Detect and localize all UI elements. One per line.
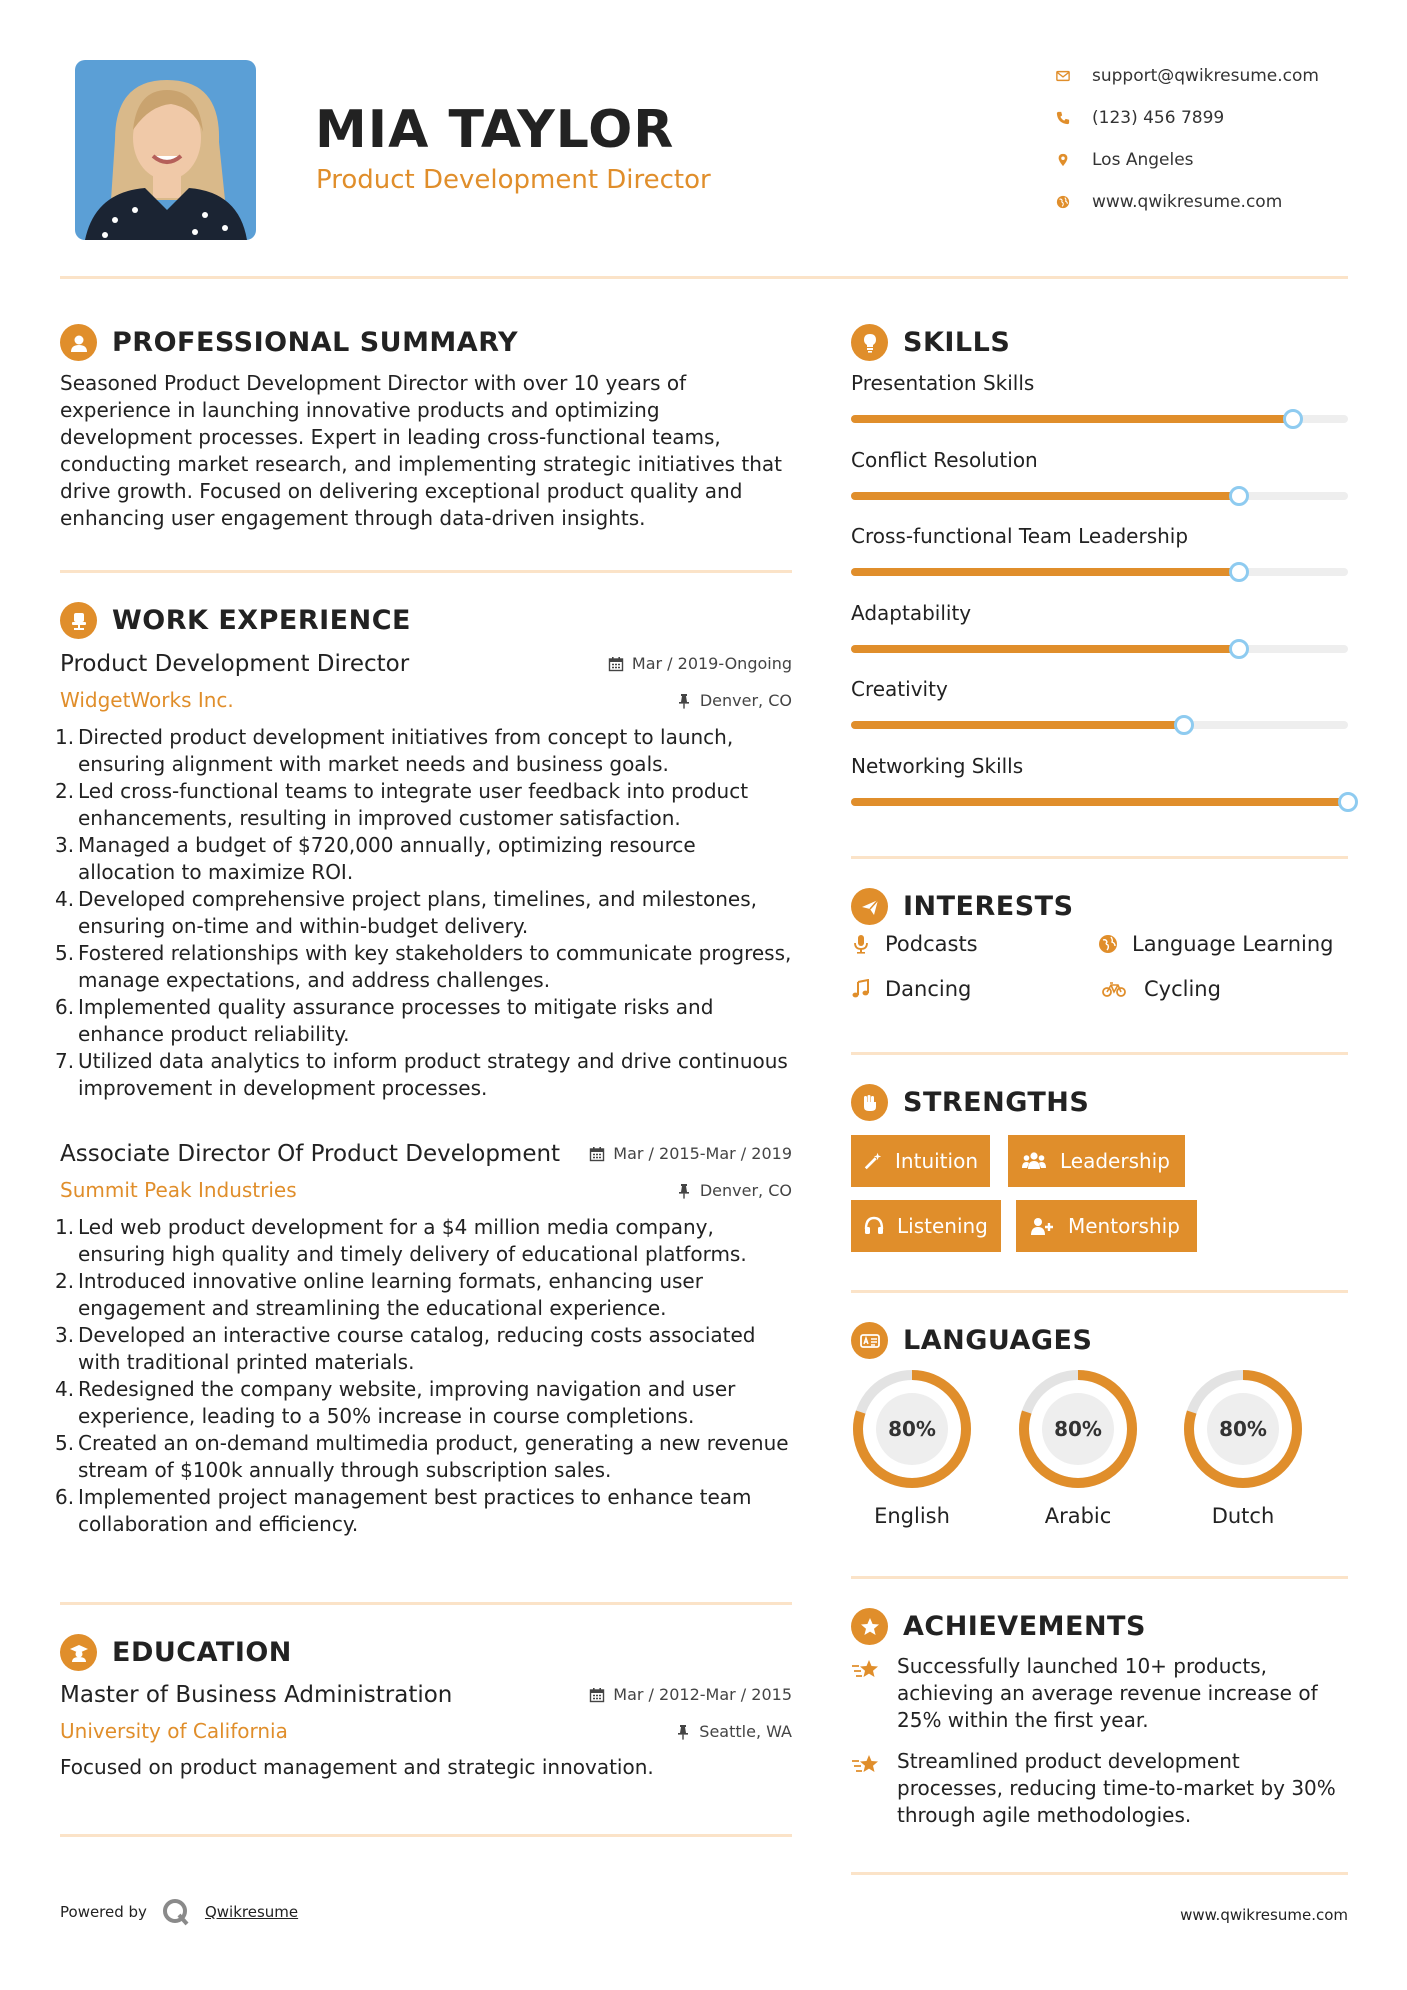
language-label: Arabic [1044,1504,1112,1528]
qwikresume-link[interactable]: Qwikresume [204,1903,299,1921]
globe-icon [1052,195,1092,209]
language-ring [1182,1368,1304,1490]
user-icon [60,324,97,361]
skills-heading [851,324,1010,361]
skill-fill [851,492,1239,500]
contact-email-text: support@qwikresume.com [1092,66,1319,86]
language-percent: 80% [1054,1417,1102,1441]
interest-label: Podcasts [885,932,978,956]
skill-bar [851,721,1348,729]
job-bullet: 1. Led web product development for a $4 million media company, ensuring high quality and timely delivery of educational platforms. [55,1215,747,1266]
education-location-text: Seattle, WA [699,1722,792,1741]
shooting-star-icon [851,1657,881,1683]
language-item [1017,1368,1139,1528]
skill-fill [851,568,1239,576]
skill-knob [1229,639,1249,659]
interest-item [851,977,971,1001]
strengths-heading [851,1084,1089,1121]
job-bullet: 2. Led cross-functional teams to integrate user feedback into product enhancements, resulting in improved customer satisfaction. [55,779,749,830]
job-bullet: 4. Redesigned the company website, improving navigation and user experience, leading to a 50% increase in course completions. [55,1377,736,1428]
education-date [589,1685,792,1704]
skill-bar [851,492,1348,500]
skill-item [851,753,1348,830]
interests-heading [851,888,1074,925]
microphone-icon [851,934,871,954]
summary-divider [60,570,792,573]
graduate-icon [60,1634,97,1671]
contact-location [1052,139,1382,181]
language-card-icon [851,1322,888,1359]
skill-item [851,447,1348,524]
strength-label: Listening [897,1214,988,1238]
job-date [589,1144,792,1163]
job-bullets [55,1214,792,1538]
footer-powered-by [60,1897,298,1927]
strength-label: Intuition [895,1149,978,1173]
candidate-name: MIA TAYLOR [315,100,675,160]
star-badge-icon [851,1608,888,1645]
job-title: Associate Director Of Product Development [60,1141,561,1167]
strength-label: Mentorship [1068,1214,1180,1238]
paper-plane-icon [851,888,888,925]
calendar-icon [589,1687,605,1703]
language-label: English [874,1504,950,1528]
job-bullet: 2. Introduced innovative online learning formats, enhancing user engagement and streamlining the educational experience. [55,1269,703,1320]
skill-label: Presentation Skills [851,371,1035,395]
summary-text: Seasoned Product Development Director with over 10 years of experience in launching innovative products and optimizing development processes. Expert in leading cross-functional teams, conducting market research, and implementing strategic initiatives that drive growth. Focused on delivering exceptional product quality and enhancing user engagement through data-driven insights. [60,371,783,530]
skill-label: Cross-functional Team Leadership [851,524,1189,548]
users-icon [1020,1150,1048,1172]
job-bullet: 1. Directed product development initiatives from concept to launch, ensuring alignment with market needs and business goals. [55,725,734,776]
job-entry [55,646,792,1102]
language-percent: 80% [888,1417,936,1441]
job-bullet: 5. Fostered relationships with key stakeholders to communicate progress, manage expectations, and address challenges. [55,941,792,992]
job-location [676,691,792,710]
job-company: WidgetWorks Inc. [60,688,234,712]
education-location [675,1722,792,1741]
contact-phone-text: (123) 456 7899 [1092,108,1225,128]
language-label: Dutch [1211,1504,1275,1528]
language-ring [851,1368,973,1490]
skill-knob [1229,562,1249,582]
skill-knob [1229,486,1249,506]
language-percent: 80% [1219,1417,1267,1441]
chair-icon [60,602,97,639]
contact-list [1052,55,1382,223]
job-bullet: 6. Implemented project management best practices to enhance team collaboration and efficiency. [55,1485,752,1536]
skill-item [851,600,1348,677]
strength-label: Leadership [1060,1149,1170,1173]
skills-divider [851,856,1348,859]
job-bullets [55,724,792,1102]
job-title: Product Development Director [60,651,410,677]
education-title: EDUCATION [112,1637,292,1668]
skill-label: Adaptability [851,600,972,625]
work-divider [60,1602,792,1605]
job-location-text: Denver, CO [699,691,792,710]
map-marker-icon [1052,153,1092,167]
summary-heading [60,324,518,361]
interest-label: Language Learning [1132,932,1334,956]
contact-website[interactable] [1052,181,1382,223]
music-note-icon [851,979,871,999]
phone-icon [1052,111,1092,125]
summary-title: PROFESSIONAL SUMMARY [112,327,519,358]
headphones-icon [863,1215,885,1237]
language-ring [1017,1368,1139,1490]
calendar-icon [608,656,624,672]
language-item [1182,1368,1304,1528]
contact-location-text: Los Angeles [1092,150,1194,170]
skill-fill [851,721,1184,729]
education-note: Focused on product management and strategic innovation. [60,1755,654,1779]
pin-icon [676,693,692,709]
job-location [676,1181,792,1200]
achievement-text: Streamlined product development processes, reducing time-to-market by 30% through agile methodologies. [897,1749,1336,1827]
languages-heading [851,1322,1092,1359]
job-date-text: Mar / 2019-Ongoing [631,654,792,673]
skill-fill [851,415,1293,423]
skill-bar [851,415,1348,423]
strength-tag [1008,1135,1185,1187]
magic-wand-icon [863,1150,883,1172]
job-bullet: 6. Implemented quality assurance processes to mitigate risks and enhance product reliability. [55,995,714,1046]
header-divider [60,276,1348,279]
skills-list [851,370,1348,829]
user-plus-icon [1028,1215,1056,1237]
interests-title: INTERESTS [903,891,1074,922]
candidate-title: Product Development Director [316,165,711,195]
interest-item [851,932,978,956]
interests-divider [851,1052,1348,1055]
pin-icon [675,1724,691,1740]
language-item [851,1368,973,1528]
skill-fill [851,798,1348,806]
skill-item [851,370,1348,447]
education-date-text: Mar / 2012-Mar / 2015 [613,1685,792,1704]
lightbulb-icon [851,324,888,361]
skill-item [851,523,1348,600]
achievement-text: Successfully launched 10+ products, achieving an average revenue increase of 25% within the first year. [897,1654,1318,1732]
pin-icon [676,1183,692,1199]
skill-item [851,676,1348,753]
strength-tag [1016,1200,1197,1252]
work-heading [60,602,411,639]
skill-fill [851,645,1239,653]
job-bullet: 5. Created an on-demand multimedia product, generating a new revenue stream of $100k annually through subscription sales. [55,1431,789,1482]
fist-icon [851,1084,888,1121]
strength-tag [851,1135,990,1187]
strengths-title: STRENGTHS [903,1087,1090,1118]
interest-label: Dancing [885,977,972,1001]
achievement-item [851,1748,1348,1829]
job-company: Summit Peak Industries [60,1178,297,1202]
work-title: WORK EXPERIENCE [112,605,411,636]
strength-tag [851,1200,1001,1252]
job-date [608,654,792,673]
profile-photo [75,60,256,240]
skill-knob [1283,409,1303,429]
skill-knob [1174,715,1194,735]
calendar-icon [589,1146,605,1162]
achievements-divider [851,1872,1348,1875]
interest-label: Cycling [1144,977,1221,1001]
interest-item [1098,977,1221,1001]
job-date-text: Mar / 2015-Mar / 2019 [613,1144,792,1163]
skill-bar [851,798,1348,806]
skill-label: Conflict Resolution [851,447,1038,472]
contact-email[interactable] [1052,55,1382,97]
education-divider [60,1834,792,1837]
job-bullet: 3. Managed a budget of $720,000 annually, optimizing resource allocation to maximize ROI. [55,833,696,884]
skills-title: SKILLS [903,327,1011,358]
job-entry [55,1136,792,1538]
envelope-icon [1052,69,1092,83]
education-entry [60,1677,792,1781]
achievements-heading [851,1608,1146,1645]
school-name: University of California [60,1719,288,1743]
skill-knob [1338,792,1358,812]
skill-label: Networking Skills [851,753,1024,778]
education-heading [60,1634,292,1671]
qwikresume-logo-icon [161,1897,191,1927]
job-location-text: Denver, CO [699,1181,792,1200]
powered-by-text: Powered by [60,1903,147,1921]
job-bullet: 4. Developed comprehensive project plans, timelines, and milestones, ensuring on-time and within-budget delivery. [55,887,757,938]
skill-bar [851,645,1348,653]
skill-label: Creativity [851,677,948,701]
footer-url[interactable]: www.qwikresume.com [1180,1906,1348,1924]
strengths-divider [851,1290,1348,1293]
contact-website-text: www.qwikresume.com [1092,192,1283,212]
degree-title: Master of Business Administration [60,1682,453,1708]
shooting-star-icon [851,1752,881,1778]
achievement-item [851,1653,1348,1734]
interest-item [1098,932,1333,956]
globe-icon [1098,934,1118,954]
skill-bar [851,568,1348,576]
contact-phone[interactable] [1052,97,1382,139]
bicycle-icon [1098,979,1130,999]
achievements-title: ACHIEVEMENTS [903,1611,1146,1642]
languages-title: LANGUAGES [903,1325,1093,1356]
job-bullet: 7. Utilized data analytics to inform product strategy and drive continuous improvement in development processes. [55,1049,788,1100]
languages-divider [851,1576,1348,1579]
job-bullet: 3. Developed an interactive course catalog, reducing costs associated with traditional printed materials. [55,1323,756,1374]
